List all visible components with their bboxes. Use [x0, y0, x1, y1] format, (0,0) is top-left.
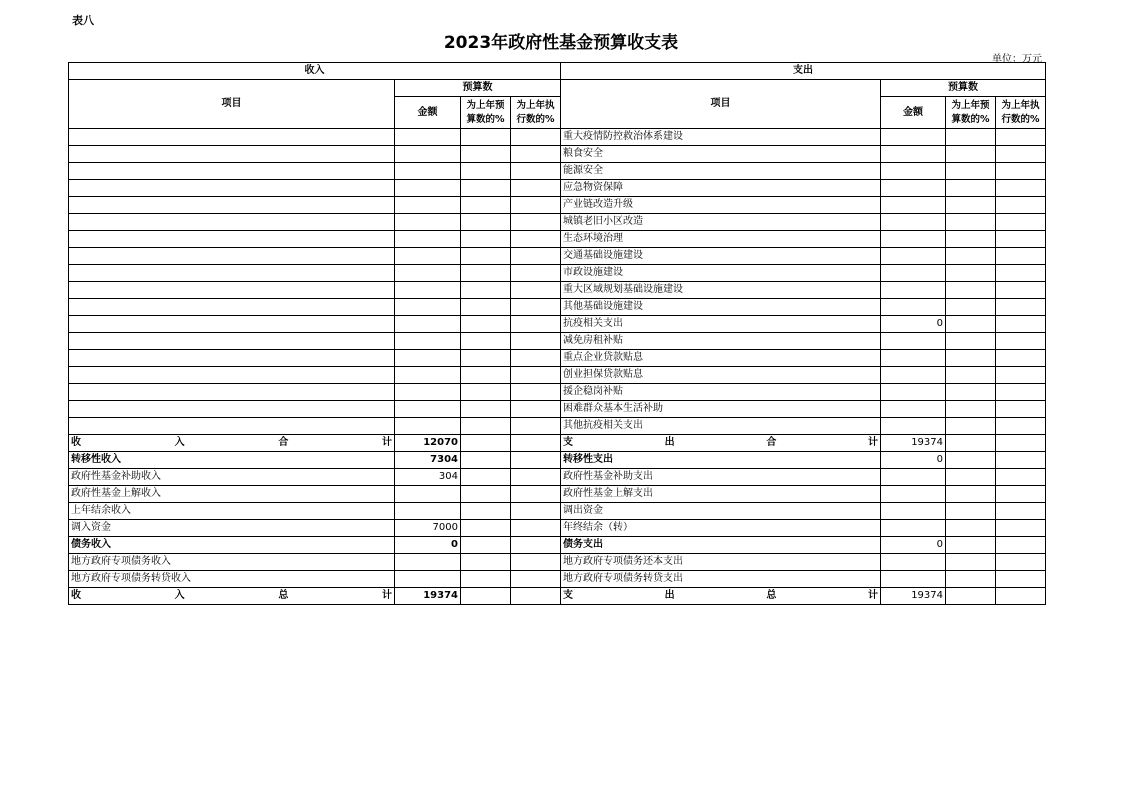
- expense-amount-cell: [881, 197, 946, 214]
- table-row: [69, 384, 1046, 401]
- expense-pct-exec-cell: [996, 129, 1046, 146]
- expense-pct-exec-cell: [996, 554, 1046, 571]
- income-amount-cell: [395, 163, 461, 180]
- income-amount-cell: 304: [395, 469, 461, 486]
- income-item-cell: [69, 367, 395, 384]
- label-char: 支: [563, 590, 573, 601]
- income-item-cell: 政府性基金上解收入: [69, 486, 395, 503]
- expense-pct-budget-cell: [946, 384, 996, 401]
- expense-pct-exec-cell: [996, 333, 1046, 350]
- income-pct-exec-cell: [511, 350, 561, 367]
- expense-pct-budget-cell: [946, 248, 996, 265]
- income-item-cell: [69, 333, 395, 350]
- expense-item-cell: 产业链改造升级: [561, 197, 881, 214]
- income-pct-exec-cell: [511, 588, 561, 605]
- expense-item-cell: 生态环境治理: [561, 231, 881, 248]
- expense-pct-budget-cell: [946, 282, 996, 299]
- income-total-label: [69, 435, 395, 452]
- income-pct-exec-cell: [511, 214, 561, 231]
- income-pct-exec-header: 为上年执行数的%: [511, 97, 561, 129]
- table-row: [69, 554, 1046, 571]
- income-pct-budget-cell: [461, 316, 511, 333]
- expense-amount-cell: 0: [881, 452, 946, 469]
- expense-pct-exec-cell: [996, 452, 1046, 469]
- income-amount-cell: [395, 129, 461, 146]
- expense-pct-budget-cell: [946, 231, 996, 248]
- income-item-cell: 债务收入: [69, 537, 395, 554]
- income-pct-budget-cell: [461, 248, 511, 265]
- expense-pct-budget-cell: [946, 469, 996, 486]
- income-amount-cell: [395, 214, 461, 231]
- expense-item-cell: 重大疫情防控救治体系建设: [561, 129, 881, 146]
- expense-pct-exec-cell: [996, 367, 1046, 384]
- income-amount-cell: 7304: [395, 452, 461, 469]
- income-amount-cell: [395, 367, 461, 384]
- income-pct-exec-cell: [511, 248, 561, 265]
- income-pct-budget-header: 为上年预算数的%: [461, 97, 511, 129]
- income-item-cell: 转移性收入: [69, 452, 395, 469]
- income-pct-budget-cell: [461, 197, 511, 214]
- label-char: 计: [381, 590, 392, 601]
- income-pct-budget-cell: [461, 520, 511, 537]
- expense-item-cell: 城镇老旧小区改造: [561, 214, 881, 231]
- expense-pct-exec-cell: [996, 231, 1046, 248]
- income-pct-budget-cell: [461, 299, 511, 316]
- expense-amount-cell: [881, 554, 946, 571]
- expense-pct-budget-cell: [946, 333, 996, 350]
- income-item-cell: [69, 265, 395, 282]
- income-item-cell: 政府性基金补助收入: [69, 469, 395, 486]
- expense-amount-cell: [881, 350, 946, 367]
- income-pct-exec-cell: [511, 571, 561, 588]
- income-item-cell: [69, 418, 395, 435]
- income-pct-exec-cell: [511, 129, 561, 146]
- expense-amount-cell: [881, 520, 946, 537]
- income-item-cell: [69, 197, 395, 214]
- income-pct-exec-cell: [511, 146, 561, 163]
- income-pct-budget-cell: [461, 129, 511, 146]
- expense-item-cell: 援企稳岗补贴: [561, 384, 881, 401]
- income-amount-cell: [395, 486, 461, 503]
- income-header: 收入: [69, 63, 561, 80]
- income-amount-cell: [395, 503, 461, 520]
- label-char: 计: [867, 590, 878, 601]
- income-item-cell: [69, 180, 395, 197]
- income-amount-cell: [395, 401, 461, 418]
- expense-item-cell: 年终结余（转）: [561, 520, 881, 537]
- expense-pct-exec-cell: [996, 350, 1046, 367]
- expense-amount-cell: [881, 214, 946, 231]
- expense-item-cell: 债务支出: [561, 537, 881, 554]
- expense-amount-cell: [881, 486, 946, 503]
- income-pct-exec-cell: [511, 435, 561, 452]
- expense-amount-cell: [881, 163, 946, 180]
- label-char: 支: [563, 437, 573, 448]
- expense-item-header: 项目: [561, 80, 881, 129]
- income-item-cell: [69, 146, 395, 163]
- expense-amount-cell: [881, 418, 946, 435]
- income-amount-cell: [395, 146, 461, 163]
- table-row: [69, 129, 1046, 146]
- table-row: [69, 418, 1046, 435]
- income-pct-exec-cell: [511, 503, 561, 520]
- income-amount-cell: [395, 418, 461, 435]
- income-amount-cell: [395, 265, 461, 282]
- table-row: [69, 333, 1046, 350]
- income-pct-budget-cell: [461, 554, 511, 571]
- income-pct-exec-cell: [511, 537, 561, 554]
- expense-amount-cell: 0: [881, 316, 946, 333]
- income-pct-budget-cell: [461, 503, 511, 520]
- expense-total-label: [561, 435, 881, 452]
- spread-label: [71, 588, 392, 604]
- expense-amount-cell: [881, 503, 946, 520]
- expense-pct-budget-cell: [946, 197, 996, 214]
- expense-item-cell: 市政设施建设: [561, 265, 881, 282]
- income-item-cell: [69, 316, 395, 333]
- income-pct-exec-cell: [511, 384, 561, 401]
- expense-pct-exec-cell: [996, 248, 1046, 265]
- expense-pct-budget-cell: [946, 146, 996, 163]
- expense-pct-exec-cell: [996, 435, 1046, 452]
- income-item-header: 项目: [69, 80, 395, 129]
- expense-item-cell: 地方政府专项债务转贷支出: [561, 571, 881, 588]
- expense-amount-cell: [881, 333, 946, 350]
- income-pct-exec-cell: [511, 333, 561, 350]
- income-pct-budget-cell: [461, 367, 511, 384]
- income-pct-budget-cell: [461, 435, 511, 452]
- expense-item-cell: 其他抗疫相关支出: [561, 418, 881, 435]
- expense-pct-exec-cell: [996, 571, 1046, 588]
- label-char: 合: [278, 437, 289, 448]
- expense-item-cell: 重点企业贷款贴息: [561, 350, 881, 367]
- expense-item-cell: 政府性基金上解支出: [561, 486, 881, 503]
- table-row: [69, 469, 1046, 486]
- spread-label: [71, 435, 392, 451]
- expense-pct-exec-cell: [996, 469, 1046, 486]
- income-pct-exec-cell: [511, 486, 561, 503]
- expense-amount-cell: [881, 282, 946, 299]
- label-char: 收: [71, 590, 81, 601]
- expense-amount-cell: [881, 299, 946, 316]
- expense-pct-exec-cell: [996, 299, 1046, 316]
- income-amount-cell: [395, 316, 461, 333]
- label-char: 计: [381, 437, 392, 448]
- table-row: [69, 248, 1046, 265]
- income-amount-cell: [395, 350, 461, 367]
- label-char: 入: [174, 590, 185, 601]
- unit-label: 单位：万元: [992, 54, 1042, 65]
- expense-pct-exec-cell: [996, 401, 1046, 418]
- income-pct-exec-cell: [511, 452, 561, 469]
- expense-pct-budget-cell: [946, 265, 996, 282]
- income-pct-exec-cell: [511, 418, 561, 435]
- income-amount-cell: [395, 571, 461, 588]
- expense-pct-exec-cell: [996, 384, 1046, 401]
- table-row: [69, 571, 1046, 588]
- expense-pct-exec-cell: [996, 316, 1046, 333]
- income-item-cell: 地方政府专项债务收入: [69, 554, 395, 571]
- expense-pct-budget-cell: [946, 367, 996, 384]
- income-pct-exec-cell: [511, 401, 561, 418]
- income-item-cell: [69, 384, 395, 401]
- income-pct-budget-cell: [461, 537, 511, 554]
- income-pct-budget-cell: [461, 452, 511, 469]
- expense-pct-budget-cell: [946, 554, 996, 571]
- income-budget-header: 预算数: [395, 80, 561, 97]
- expense-amount-cell: [881, 146, 946, 163]
- income-pct-budget-cell: [461, 282, 511, 299]
- expense-item-cell: 调出资金: [561, 503, 881, 520]
- income-pct-budget-cell: [461, 486, 511, 503]
- table-row: [69, 486, 1046, 503]
- expense-total-amount: 19374: [881, 435, 946, 452]
- income-amount-cell: [395, 180, 461, 197]
- income-amount-cell: [395, 333, 461, 350]
- expense-pct-budget-cell: [946, 571, 996, 588]
- income-item-cell: [69, 299, 395, 316]
- expense-item-cell: 粮食安全: [561, 146, 881, 163]
- income-amount-cell: 7000: [395, 520, 461, 537]
- expense-header: 支出: [561, 63, 1046, 80]
- income-item-cell: [69, 129, 395, 146]
- income-amount-cell: [395, 282, 461, 299]
- expense-pct-budget-cell: [946, 537, 996, 554]
- table-row: [69, 146, 1046, 163]
- income-pct-exec-cell: [511, 282, 561, 299]
- income-pct-budget-cell: [461, 469, 511, 486]
- income-pct-budget-cell: [461, 333, 511, 350]
- label-char: 总: [278, 590, 289, 601]
- income-pct-exec-cell: [511, 197, 561, 214]
- label-char: 出: [664, 590, 675, 601]
- income-pct-exec-cell: [511, 180, 561, 197]
- expense-pct-budget-header: 为上年预算数的%: [946, 97, 996, 129]
- expense-pct-exec-cell: [996, 197, 1046, 214]
- expense-pct-budget-cell: [946, 350, 996, 367]
- table-row: [69, 214, 1046, 231]
- income-amount-header: 金额: [395, 97, 461, 129]
- income-item-cell: [69, 282, 395, 299]
- expense-amount-cell: [881, 384, 946, 401]
- income-item-cell: [69, 231, 395, 248]
- expense-pct-budget-cell: [946, 180, 996, 197]
- expense-item-cell: 减免房租补贴: [561, 333, 881, 350]
- income-amount-cell: [395, 197, 461, 214]
- income-amount-cell: 0: [395, 537, 461, 554]
- income-amount-cell: [395, 231, 461, 248]
- label-char: 出: [664, 437, 675, 448]
- income-item-cell: [69, 401, 395, 418]
- expense-item-cell: 抗疫相关支出: [561, 316, 881, 333]
- expense-pct-budget-cell: [946, 163, 996, 180]
- income-amount-cell: [395, 299, 461, 316]
- income-pct-budget-cell: [461, 214, 511, 231]
- income-pct-budget-cell: [461, 231, 511, 248]
- grand-expense-label: [561, 588, 881, 605]
- table-row: [69, 316, 1046, 333]
- income-pct-exec-cell: [511, 367, 561, 384]
- income-pct-budget-cell: [461, 418, 511, 435]
- income-pct-exec-cell: [511, 231, 561, 248]
- table-row: [69, 163, 1046, 180]
- grand-income-label: [69, 588, 395, 605]
- table-row: [69, 537, 1046, 554]
- income-amount-cell: [395, 248, 461, 265]
- total-row: [69, 435, 1046, 452]
- income-pct-exec-cell: [511, 163, 561, 180]
- expense-pct-exec-cell: [996, 180, 1046, 197]
- page-title: 2023年政府性基金预算收支表: [443, 33, 679, 53]
- expense-pct-exec-cell: [996, 214, 1046, 231]
- table-row: [69, 265, 1046, 282]
- grand-income-amount: 19374: [395, 588, 461, 605]
- table-row: [69, 282, 1046, 299]
- expense-pct-budget-cell: [946, 452, 996, 469]
- income-pct-budget-cell: [461, 384, 511, 401]
- expense-pct-budget-cell: [946, 299, 996, 316]
- expense-pct-exec-cell: [996, 588, 1046, 605]
- expense-pct-budget-cell: [946, 401, 996, 418]
- grand-total-row: [69, 588, 1046, 605]
- table-row: [69, 180, 1046, 197]
- expense-amount-cell: [881, 248, 946, 265]
- expense-pct-exec-cell: [996, 282, 1046, 299]
- income-pct-exec-cell: [511, 554, 561, 571]
- expense-amount-cell: [881, 401, 946, 418]
- income-pct-budget-cell: [461, 146, 511, 163]
- expense-pct-budget-cell: [946, 503, 996, 520]
- label-char: 计: [867, 437, 878, 448]
- income-pct-budget-cell: [461, 163, 511, 180]
- income-total-amount: 12070: [395, 435, 461, 452]
- table-row: [69, 350, 1046, 367]
- expense-amount-cell: [881, 231, 946, 248]
- table-row: [69, 299, 1046, 316]
- table-row: [69, 452, 1046, 469]
- expense-item-cell: 其他基础设施建设: [561, 299, 881, 316]
- expense-amount-cell: [881, 571, 946, 588]
- expense-pct-exec-cell: [996, 503, 1046, 520]
- expense-pct-exec-cell: [996, 146, 1046, 163]
- income-pct-budget-cell: [461, 265, 511, 282]
- sheet-tag: 表八: [72, 14, 94, 27]
- income-pct-exec-cell: [511, 469, 561, 486]
- expense-amount-cell: [881, 265, 946, 282]
- expense-pct-budget-cell: [946, 316, 996, 333]
- expense-item-cell: 能源安全: [561, 163, 881, 180]
- label-char: 合: [766, 437, 777, 448]
- income-pct-budget-cell: [461, 401, 511, 418]
- income-pct-budget-cell: [461, 571, 511, 588]
- table-row: [69, 520, 1046, 537]
- table-row: [69, 503, 1046, 520]
- table-row: [69, 367, 1046, 384]
- expense-pct-budget-cell: [946, 418, 996, 435]
- spread-label: [563, 588, 878, 604]
- spread-label: [563, 435, 878, 451]
- expense-pct-budget-cell: [946, 435, 996, 452]
- expense-pct-exec-cell: [996, 163, 1046, 180]
- table-row: [69, 401, 1046, 418]
- income-item-cell: 调入资金: [69, 520, 395, 537]
- income-amount-cell: [395, 384, 461, 401]
- expense-item-cell: 应急物资保障: [561, 180, 881, 197]
- income-item-cell: [69, 163, 395, 180]
- expense-pct-exec-cell: [996, 486, 1046, 503]
- expense-item-cell: 交通基础设施建设: [561, 248, 881, 265]
- expense-pct-budget-cell: [946, 129, 996, 146]
- expense-pct-budget-cell: [946, 486, 996, 503]
- table-row: [69, 231, 1046, 248]
- income-item-cell: [69, 248, 395, 265]
- income-pct-budget-cell: [461, 588, 511, 605]
- grand-expense-amount: 19374: [881, 588, 946, 605]
- expense-item-cell: 地方政府专项债务还本支出: [561, 554, 881, 571]
- expense-amount-cell: [881, 469, 946, 486]
- expense-amount-cell: [881, 129, 946, 146]
- income-item-cell: [69, 214, 395, 231]
- expense-pct-budget-cell: [946, 214, 996, 231]
- expense-pct-exec-cell: [996, 265, 1046, 282]
- income-pct-exec-cell: [511, 299, 561, 316]
- expense-budget-header: 预算数: [881, 80, 1046, 97]
- expense-pct-budget-cell: [946, 520, 996, 537]
- income-pct-budget-cell: [461, 350, 511, 367]
- expense-item-cell: 创业担保贷款贴息: [561, 367, 881, 384]
- expense-item-cell: 困难群众基本生活补助: [561, 401, 881, 418]
- income-item-cell: 地方政府专项债务转贷收入: [69, 571, 395, 588]
- expense-item-cell: 重大区域规划基础设施建设: [561, 282, 881, 299]
- label-char: 总: [766, 590, 777, 601]
- expense-amount-cell: 0: [881, 537, 946, 554]
- income-item-cell: 上年结余收入: [69, 503, 395, 520]
- expense-amount-cell: [881, 367, 946, 384]
- income-amount-cell: [395, 554, 461, 571]
- expense-amount-cell: [881, 180, 946, 197]
- expense-amount-header: 金额: [881, 97, 946, 129]
- income-item-cell: [69, 350, 395, 367]
- expense-pct-budget-cell: [946, 588, 996, 605]
- expense-item-cell: 转移性支出: [561, 452, 881, 469]
- label-char: 收: [71, 437, 81, 448]
- income-pct-exec-cell: [511, 265, 561, 282]
- table-row: [69, 197, 1046, 214]
- income-pct-exec-cell: [511, 316, 561, 333]
- label-char: 入: [174, 437, 185, 448]
- budget-table: [68, 62, 1046, 605]
- expense-item-cell: 政府性基金补助支出: [561, 469, 881, 486]
- expense-pct-exec-cell: [996, 537, 1046, 554]
- expense-pct-exec-cell: [996, 418, 1046, 435]
- income-pct-exec-cell: [511, 520, 561, 537]
- expense-pct-exec-header: 为上年执行数的%: [996, 97, 1046, 129]
- expense-pct-exec-cell: [996, 520, 1046, 537]
- income-pct-budget-cell: [461, 180, 511, 197]
